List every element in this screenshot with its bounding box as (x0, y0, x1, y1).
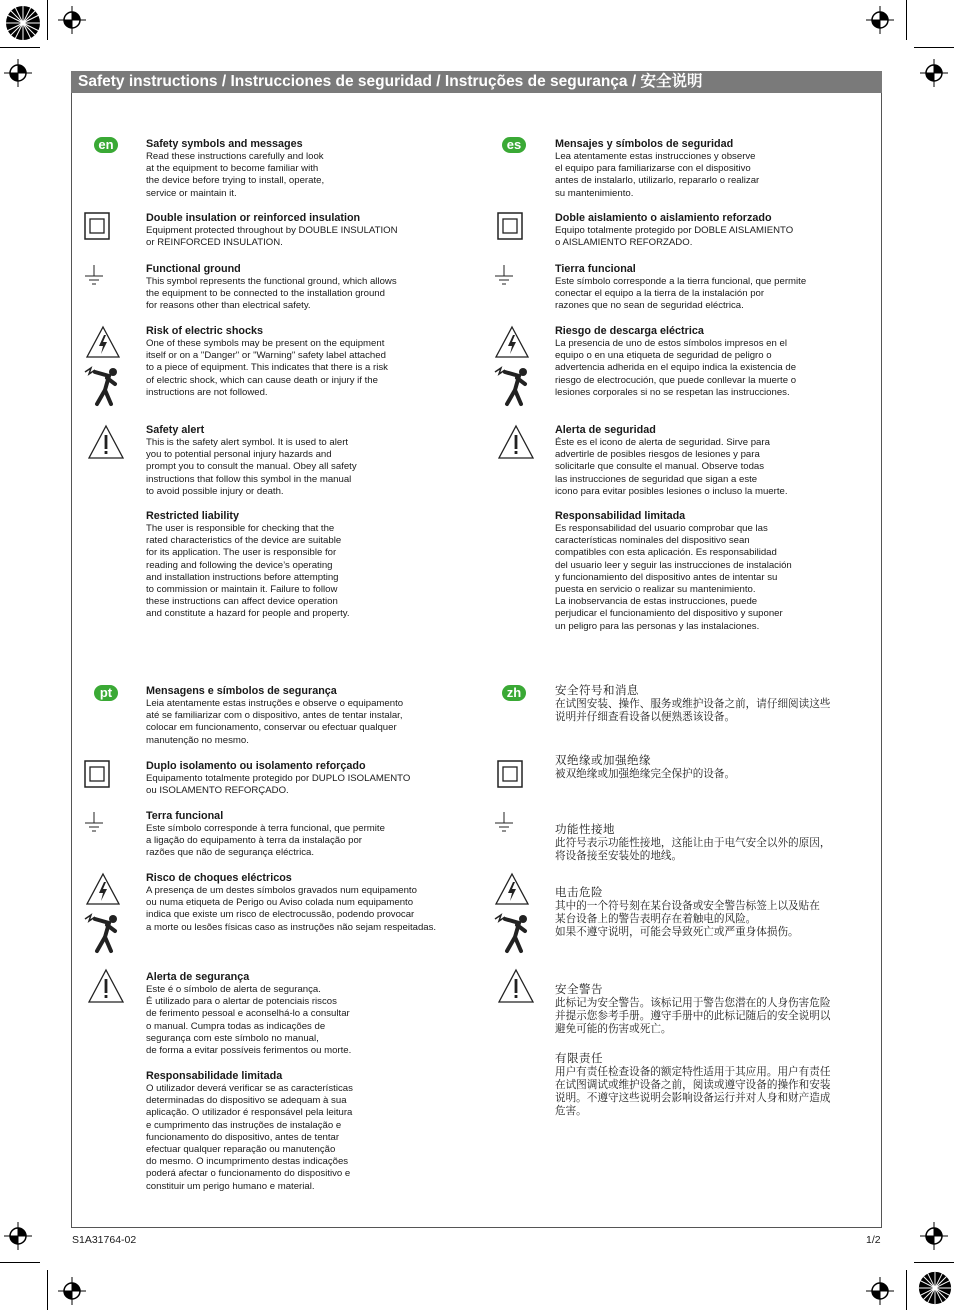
registration-crosshair-icon (920, 59, 948, 87)
section-heading: Risk of electric shocks (146, 325, 264, 337)
es-safety-symbols (555, 138, 759, 200)
lang-badge-en: en (94, 137, 118, 153)
section-heading: 安全警告 (555, 984, 603, 996)
section-body: 在试图安装、操作、服务或维护设备之前，请仔细阅读这些 说明并仔细查看设备以便熟悉该设备。 (555, 698, 831, 723)
section-heading: Risco de choques eléctricos (146, 872, 292, 884)
zh-double-insulation (555, 754, 735, 781)
es-functional-ground (555, 263, 806, 313)
section-heading: 安全符号和消息 (555, 685, 639, 697)
section-heading: 功能性接地 (555, 824, 615, 836)
section-body: Equipamento totalmente protegido por DUPLO ISOLAMENTO ou ISOLAMENTO REFORÇADO. (146, 773, 411, 797)
en-functional-ground (146, 263, 397, 313)
document-id: S1A31764-02 (72, 1234, 137, 1246)
section-heading: Safety symbols and messages (146, 138, 303, 150)
zh-electric-shock (555, 886, 820, 939)
section-heading: Restricted liability (146, 510, 240, 522)
section-body: Equipment protected throughout by DOUBLE INSULATION or REINFORCED INSULATION. (146, 225, 398, 249)
electric-shock-triangle-icon (85, 325, 121, 359)
section-heading: Duplo isolamento ou isolamento reforçado (146, 760, 366, 772)
trim-line (906, 1270, 907, 1310)
safety-alert-icon (87, 968, 125, 1004)
section-heading: Riesgo de descarga eléctrica (555, 325, 704, 337)
electric-shock-triangle-icon (494, 325, 530, 359)
en-double-insulation (146, 212, 398, 249)
section-body: 用户有责任检查设备的额定特性适用于其应用。用户有责任 在试图调试或维护设备之前，阅读或遵守设备的操作和安装 说明。不遵守这些说明会影响设备运行并对人身和财产造成 危害。 (555, 1066, 831, 1117)
electrocution-person-icon (493, 364, 533, 408)
electrocution-person-icon (83, 364, 123, 408)
section-heading: Alerta de segurança (146, 971, 250, 983)
es-restricted-liability (555, 510, 792, 633)
section-body: Leia atentamente estas instruções e observe o equipamento até se familiarizar com o dispositivo, antes de tentar instalar, colocar em funcionamento, conservar ou efectuar qualquer manutenção no mesmo. (146, 698, 404, 746)
registration-crosshair-icon (4, 1222, 32, 1250)
registration-starburst-icon (4, 4, 42, 42)
zh-functional-ground (555, 823, 830, 863)
en-electric-shock (146, 325, 388, 399)
section-body: O utilizador deverá verificar se as características determinadas do dispositivo se adequam à sua aplicação. O utilizador é responsável pela leitura e cumprimento das instruções de instalação e funcionamento do dispositivo, antes de tentar efectuar qualquer reparação ou manutenção do mesmo. O incumprimento destas indicações poderá afectar o funcionamento do dispositivo e constituir um perigo humano e material. (146, 1083, 353, 1192)
page-number: 1/2 (866, 1234, 881, 1246)
section-heading: Mensagens e símbolos de segurança (146, 685, 337, 697)
pt-safety-alert (146, 971, 351, 1057)
section-body: This is the safety alert symbol. It is used to alert you to potential personal injury hazards and prompt you to consult the manual. Obey all safety instructions that follow this symbol in the manual to avoid possible injury or death. (146, 437, 357, 497)
trim-line (906, 0, 907, 40)
en-safety-symbols (146, 138, 324, 200)
section-body: Este é o símbolo de alerta de segurança. É utilizado para o alertar de potenciais riscos de ferimento pessoal e aconselhá-lo a consultar o manual. Cumpra todas as indicações de segurança com este símbolo no manual, de forma a evitar possíveis ferimentos ou morte. (146, 984, 352, 1057)
functional-ground-icon (84, 811, 104, 835)
registration-crosshair-icon (866, 6, 894, 34)
section-body: Es responsabilidad del usuario comprobar que las características nominales del dispositivo sean compatibles con esta aplicación. Es responsabilidad del usuario leer y seguir las instrucciones de instalación y funcionamiento del dispositivo antes de intentar su puesta en servicio o realizar su mantenimiento. La inobservancia de estas instrucciones, puede perjudicar el funcionamiento del dispositivo y suponer un peligro para las personas y las instalaciones. (555, 523, 792, 632)
section-body: One of these symbols may be present on the equipment itself or on a "Danger" or "Warning" safety label attached to a piece of equipment. This indicates that there is a risk of electric shock, which can cause death or injury if the instructions are not followed. (146, 338, 388, 398)
section-heading: 双绝缘或加强绝缘 (555, 755, 651, 767)
registration-crosshair-icon (920, 1222, 948, 1250)
functional-ground-icon (494, 811, 514, 835)
section-heading: Functional ground (146, 263, 241, 275)
zh-restricted-liability (555, 1052, 830, 1118)
functional-ground-icon (84, 264, 104, 288)
registration-crosshair-icon (4, 59, 32, 87)
section-body: Este símbolo corresponde à terra funcional, que permite a ligação do equipamento à terra da instalação por razões que não de segurança eléctrica. (146, 823, 385, 859)
en-safety-alert (146, 424, 357, 498)
registration-starburst-icon (917, 1269, 953, 1307)
electrocution-person-icon (83, 911, 123, 955)
section-body: The user is responsible for checking that the rated characteristics of the device are suitable for its application. The user is responsible for reading and following the device’s operating and installation instructions before attempting to commission or maintain it. Failure to follow these instructions can affect device operation and constitute a hazard for people and property. (146, 523, 350, 620)
safety-alert-icon (497, 424, 535, 460)
section-body: A presença de um destes símbolos gravados num equipamento ou numa etiqueta de Perigo ou Aviso colada num equipamento indica que existe um risco de electrocussão, podendo provocar a morte ou lesões físicas caso as instruções não sejam respeitadas. (146, 885, 437, 933)
electric-shock-triangle-icon (494, 872, 530, 906)
lang-badge-pt: pt (94, 685, 118, 701)
pt-electric-shock (146, 872, 436, 934)
es-double-insulation (555, 212, 793, 249)
safety-alert-icon (497, 968, 535, 1004)
electric-shock-triangle-icon (85, 872, 121, 906)
pt-double-insulation (146, 760, 410, 797)
registration-crosshair-icon (58, 1277, 86, 1305)
functional-ground-icon (494, 264, 514, 288)
section-body: Equipo totalmente protegido por DOBLE AISLAMIENTO o AISLAMIENTO REFORZADO. (555, 225, 794, 249)
trim-line (47, 0, 48, 40)
double-insulation-icon (497, 760, 523, 788)
trim-line (0, 47, 40, 48)
section-heading: 电击危险 (555, 887, 603, 899)
page-title: Safety instructions / Instrucciones de seguridad / Instruções de segurança / 安全说明 (71, 71, 882, 93)
section-body: 此标记为安全警告。该标记用于警告您潜在的人身伤害危险 并提示您参考手册。遵守手册中的此标记随后的安全说明以 避免可能的伤害或死亡。 (555, 997, 831, 1035)
section-heading: Mensajes y símbolos de seguridad (555, 138, 734, 150)
electrocution-person-icon (493, 911, 533, 955)
pt-restricted-liability (146, 1070, 353, 1193)
section-body: Éste es el icono de alerta de seguridad. Sirve para advertirle de posibles riesgos de lesiones y para solicitarle que consulte el manual. Observe todas las instrucciones de seguridad que sigan a este icono para evitar posibles lesiones o incluso la muerte. (555, 437, 788, 497)
section-heading: Tierra funcional (555, 263, 636, 275)
lang-badge-es: es (502, 137, 526, 153)
lang-badge-zh: zh (502, 685, 526, 701)
section-heading: Doble aislamiento o aislamiento reforzado (555, 212, 772, 224)
pt-safety-symbols (146, 685, 403, 747)
section-heading: Terra funcional (146, 810, 224, 822)
section-body: Este símbolo corresponde a la tierra funcional, que permite conectar el equipo a la tierra de la instalación por razones que no sean de seguridad eléctrica. (555, 276, 807, 312)
section-heading: Responsabilidade limitada (146, 1070, 283, 1082)
section-body: This symbol represents the functional ground, which allows the equipment to be connected to the installation ground for reasons other than electrical safety. (146, 276, 397, 312)
trim-line (0, 1262, 40, 1263)
zh-safety-alert (555, 983, 830, 1036)
double-insulation-icon (84, 212, 110, 240)
es-safety-alert (555, 424, 788, 498)
section-heading: Safety alert (146, 424, 205, 436)
section-body: 此符号表示功能性接地，这能让由于电气安全以外的原因， 将设备接至安装处的地线。 (555, 837, 831, 862)
registration-crosshair-icon (866, 1277, 894, 1305)
section-heading: Double insulation or reinforced insulation (146, 212, 361, 224)
en-restricted-liability (146, 510, 350, 621)
double-insulation-icon (84, 760, 110, 788)
section-body: 被双绝缘或加强绝缘完全保护的设备。 (555, 768, 736, 780)
trim-line (914, 1262, 954, 1263)
zh-safety-symbols (555, 684, 830, 724)
section-body: Read these instructions carefully and look at the equipment to become familiar with the device before trying to install, operate, service or maintain it. (146, 151, 325, 199)
section-body: La presencia de uno de estos símbolos impresos en el equipo o en una etiqueta de seguridad de peligro o advertencia adherida en el equipo indica la existencia de riesgo de electrocución, que puede conllevar la muerte o lesiones corporales si no se respetan las instrucciones. (555, 338, 797, 398)
section-body: Lea atentamente estas instrucciones y observe el equipo para familiarizarse con el dispositivo antes de instalarlo, utilizarlo, repararlo o realizar su mantenimiento. (555, 151, 760, 199)
trim-line (914, 47, 954, 48)
trim-line (47, 1270, 48, 1310)
es-electric-shock (555, 325, 796, 399)
section-heading: Responsabilidad limitada (555, 510, 686, 522)
double-insulation-icon (497, 212, 523, 240)
registration-crosshair-icon (58, 6, 86, 34)
section-heading: 有限责任 (555, 1053, 603, 1065)
section-heading: Alerta de seguridad (555, 424, 656, 436)
section-body: 其中的一个符号刻在某台设备或安全警告标签上以及贴在 某台设备上的警告表明存在着触电的风险。 如果不遵守说明，可能会导致死亡或严重身体损伤。 (555, 900, 820, 938)
pt-functional-ground (146, 810, 385, 860)
safety-alert-icon (87, 424, 125, 460)
